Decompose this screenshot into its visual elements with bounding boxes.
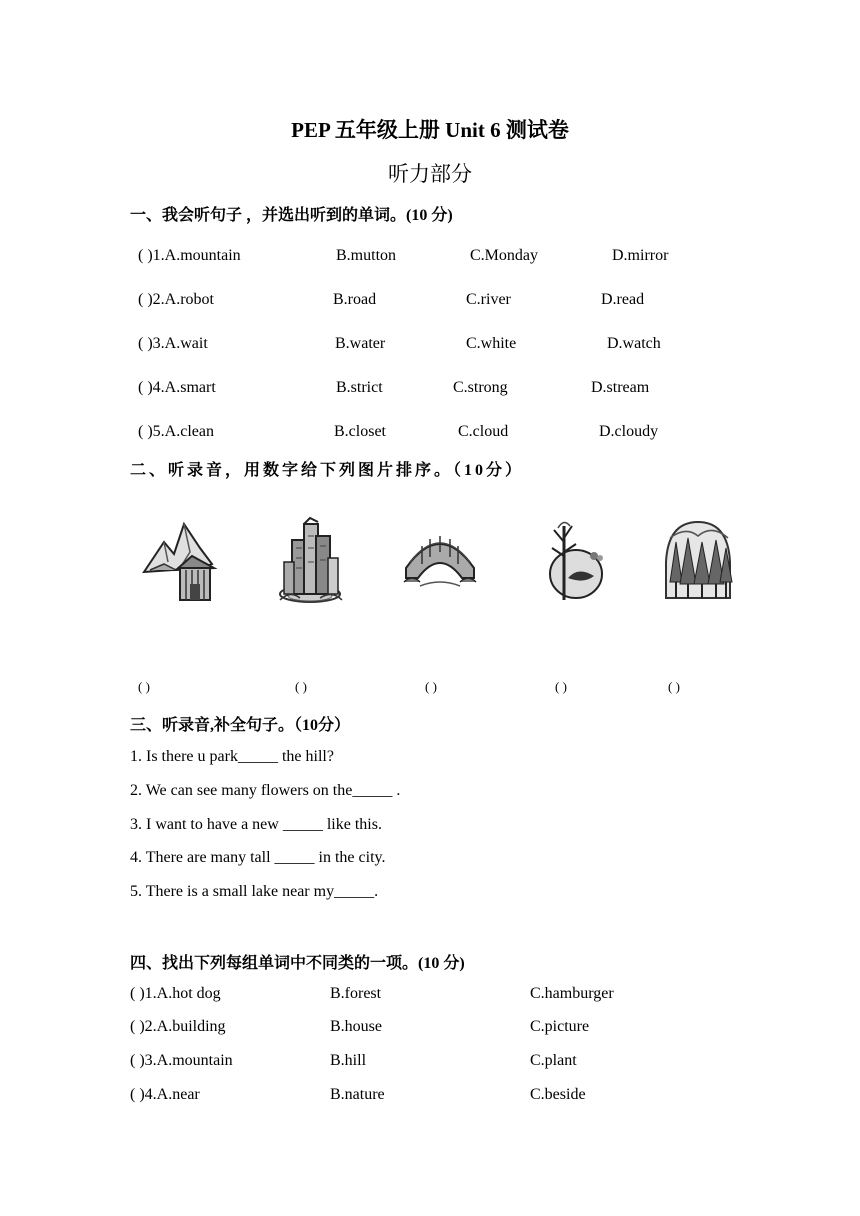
option-c: C.Monday: [470, 247, 538, 264]
option-b: B.mutton: [336, 247, 397, 264]
sentence: 1. Is there u park_____ the hill?: [130, 748, 334, 765]
question-number: ( )4.A.smart: [138, 379, 216, 396]
option-c: C.white: [466, 335, 517, 352]
tree-lake-picture: [540, 512, 620, 612]
option-b: B.water: [335, 335, 386, 352]
question-number: ( )3.A.mountain: [130, 1052, 233, 1069]
option-d: D.read: [601, 291, 645, 308]
option-b: B.road: [333, 291, 377, 308]
sentence: 3. I want to have a new _____ like this.: [130, 816, 382, 833]
page-subtitle: 听力部分: [388, 162, 472, 186]
option-d: D.mirror: [612, 247, 669, 264]
answer-blank: ( ): [555, 679, 567, 694]
section-4-heading: 四、找出下列每组单词中不同类的一项。(10 分): [130, 955, 465, 972]
option-d: D.stream: [591, 379, 650, 396]
answer-blank: ( ): [668, 679, 680, 694]
option-d: D.cloudy: [599, 423, 659, 440]
question-number: ( )3.A.wait: [138, 335, 208, 352]
option-b: B.house: [330, 1018, 382, 1035]
option-c: C.plant: [530, 1052, 577, 1069]
mountain-house-picture: [140, 512, 220, 612]
option-c: C.river: [466, 291, 511, 308]
option-c: C.cloud: [458, 423, 509, 440]
answer-blank: ( ): [295, 679, 307, 694]
option-c: C.hamburger: [530, 985, 614, 1002]
option-b: B.hill: [330, 1052, 367, 1069]
question-number: ( )4.A.near: [130, 1086, 200, 1103]
answer-blank: ( ): [138, 679, 150, 694]
option-b: B.forest: [330, 985, 382, 1002]
sentence: 5. There is a small lake near my_____.: [130, 883, 379, 900]
section-3-heading: 三、听录音,补全句子。（10分）: [130, 717, 351, 734]
option-c: C.beside: [530, 1086, 586, 1103]
option-d: D.watch: [607, 335, 661, 352]
section-2-heading: 二、听录音，用数字给下列图片排序。（10分）: [130, 462, 525, 479]
city-buildings-picture: [270, 512, 350, 612]
bridge-picture: [400, 512, 480, 612]
sentence: 4. There are many tall _____ in the city.: [130, 849, 386, 866]
page-title: PEP 五年级上册 Unit 6 测试卷: [291, 118, 569, 142]
question-number: ( )5.A.clean: [138, 423, 214, 440]
section-1-heading: 一、我会听句子 ，并选出听到的单词。(10 分): [130, 207, 453, 224]
option-c: C.picture: [530, 1018, 590, 1035]
option-c: C.strong: [453, 379, 508, 396]
sentence: 2. We can see many flowers on the_____ .: [130, 782, 401, 799]
question-number: ( )2.A.building: [130, 1018, 226, 1035]
option-b: B.closet: [334, 423, 386, 440]
option-b: B.strict: [336, 379, 383, 396]
forest-picture: [658, 512, 738, 612]
question-number: ( )1.A.mountain: [138, 247, 241, 264]
question-number: ( )2.A.robot: [138, 291, 214, 308]
answer-blank: ( ): [425, 679, 437, 694]
question-number: ( )1.A.hot dog: [130, 985, 221, 1002]
option-b: B.nature: [330, 1086, 385, 1103]
